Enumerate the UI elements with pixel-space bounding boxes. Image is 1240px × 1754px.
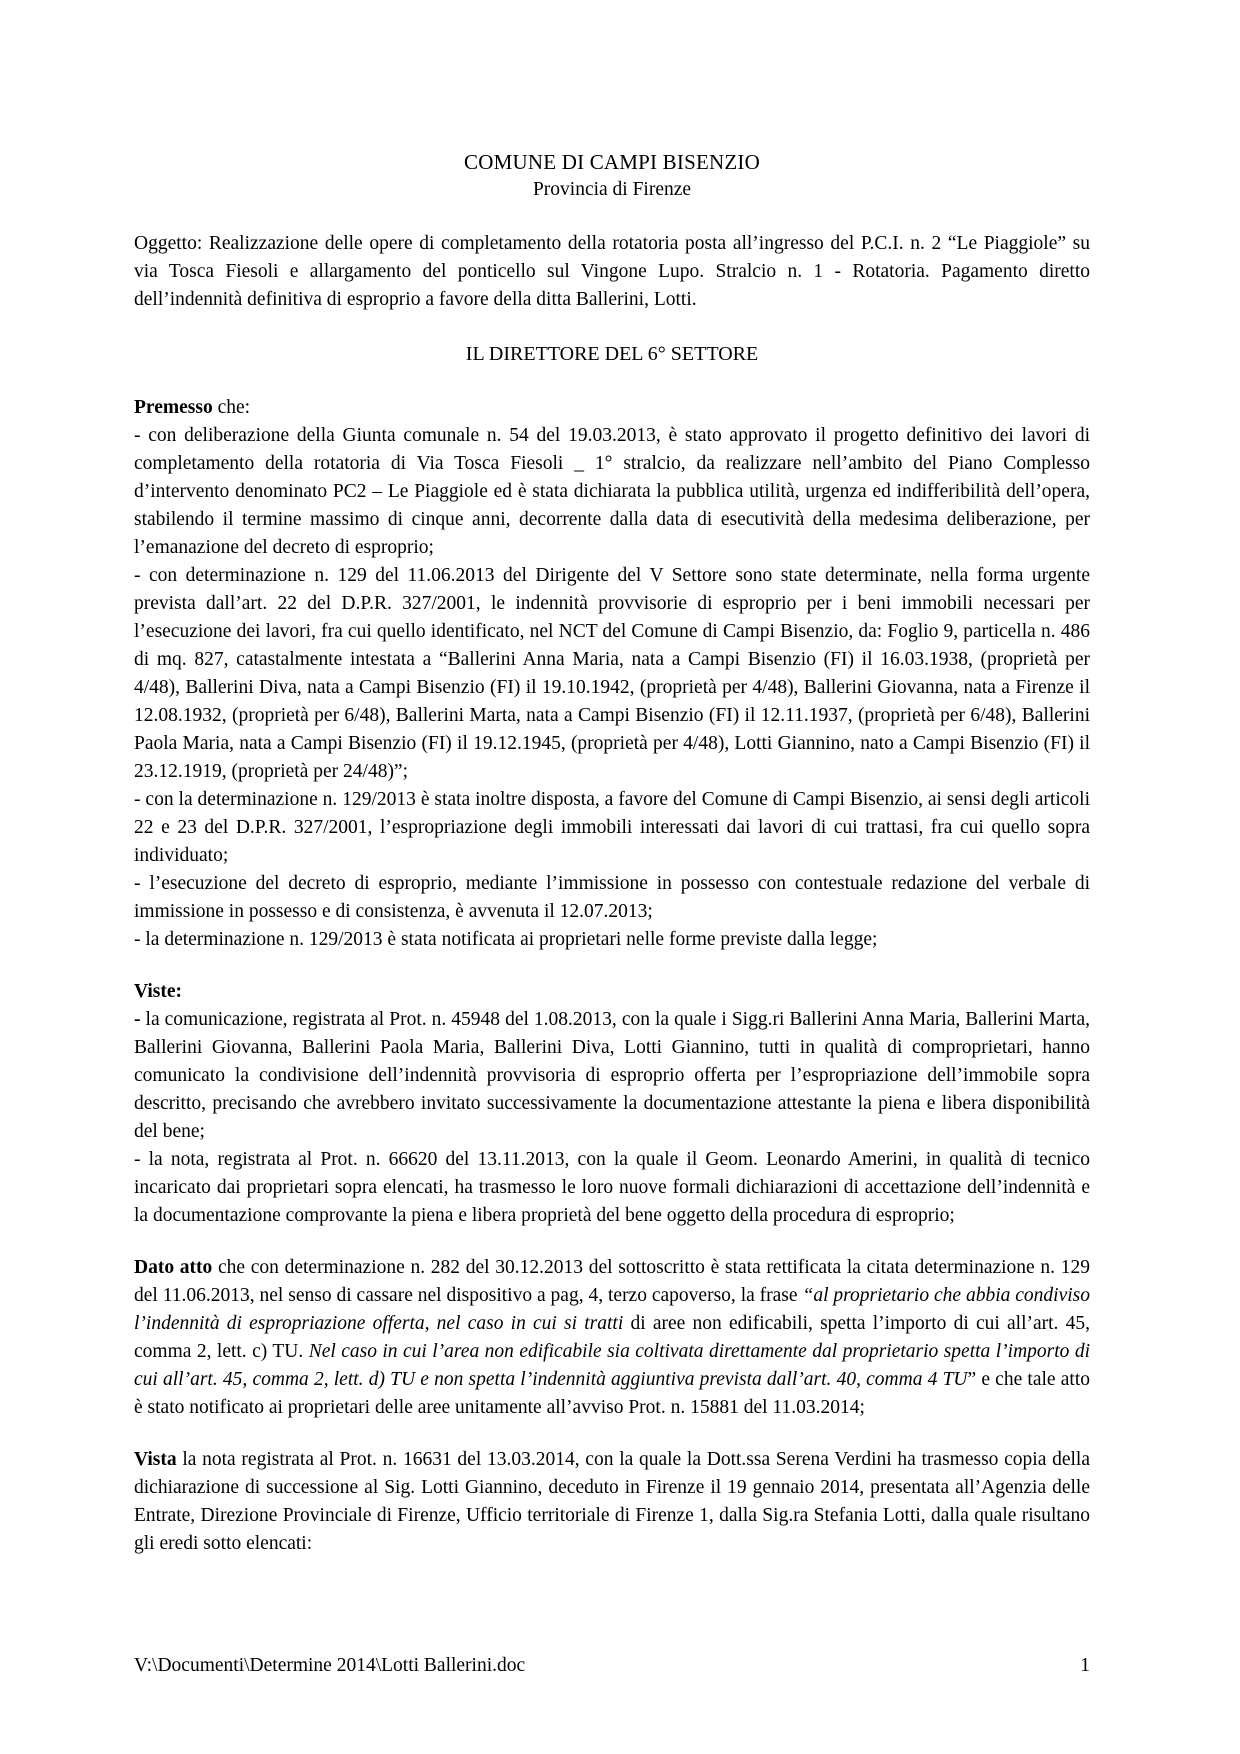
document-subtitle: Provincia di Firenze <box>532 179 692 200</box>
viste-item-1 <box>134 1006 1090 1146</box>
subject-paragraph <box>134 230 1090 314</box>
text-run: Dato atto <box>134 1257 213 1278</box>
text-run: ” e che tale atto è stato notificato ai proprietari delle aree unitamente all’avviso Prot. n. 15881 del 11.03.2014; <box>134 1369 1090 1418</box>
text-run: - la determinazione n. 129/2013 è stata notificata ai proprietari nelle forme previste dalla legge; <box>134 929 878 950</box>
premesso-lead <box>134 394 1090 422</box>
text-run: - l’esecuzione del decreto di esproprio, mediante l’immissione in possesso con contestuale redazione del verbale di immissione in possesso e di consistenza, è avvenuta il 12.07.2013; <box>134 873 1090 922</box>
text-run: Oggetto: Realizzazione delle opere di completamento della rotatoria posta all’ingresso del P.C.I. n. 2 “Le Piaggiole” su via Tosca Fiesoli e allargamento del ponticello sul Vingone Lupo. Stralcio n. 1 - Rotatoria. Pagamento diretto dell’indennità definitiva di esproprio a favore della ditta Ballerini, Lotti. <box>134 233 1090 310</box>
vista-paragraph <box>134 1446 1090 1558</box>
text-run: che con determinazione n. 282 del 30.12.2013 del sottoscritto è stata rettificata la citata determinazione n. 129 del 11.06.2013, nel senso di cassare nel dispositivo a pag, 4, terzo capoverso, la frase <box>134 1257 1090 1306</box>
text-run: la comunicazione, registrata al Prot. n. 45948 del 1.08.2013, con la quale i Sigg.ri Ballerini Anna Maria, Ballerini Marta, Ballerini Giovanna, Ballerini Paola Maria, Ballerini Diva, Lotti Giannino, tutti in qualità di comproprietari, hanno comunicato la condivisione dell’indennità provvisoria di esproprio offerta per l’espropriazione dell’immobile sopra descritto, precisando che avrebbero invitato successivamente la documentazione attestante la piena e libera disponibilità del bene; <box>134 1009 1090 1142</box>
footer-file-path: V:\Documenti\Determine 2014\Lotti Ballerini.doc <box>134 1655 526 1676</box>
premesso-item-4 <box>134 870 1090 926</box>
text-run: la nota registrata al Prot. n. 16631 del 13.03.2014, con la quale la Dott.ssa Serena Verdini ha trasmesso copia della dichiarazione di successione al Sig. Lotti Giannino, deceduto in Firenze il 19 gennaio 2014, presentata all’Agenzia delle Entrate, Direzione Provinciale di Firenze, Ufficio territoriale di Firenze 1, dalla Sig.ra Stefania Lotti, dalla quale risultano gli eredi sotto elencati: <box>134 1449 1090 1554</box>
page-footer <box>134 1652 1106 1680</box>
text-run: - la nota, registrata al Prot. n. 66620 del 13.11.2013, con la quale il Geom. Leonardo Amerini, in qualità di tecnico incaricato dai proprietari sopra elencati, ha trasmesso le loro nuove formali dichiarazioni di accettazione dell’indennità e la documentazione comprovante la piena e libera proprietà del bene oggetto della procedura di esproprio; <box>134 1149 1090 1226</box>
text-run: “al proprietario che abbia condiviso l’indennità di espropriazione offerta, nel caso in cui si tratti <box>134 1285 1091 1334</box>
premesso-item-1 <box>134 422 1090 562</box>
text-run: - con deliberazione della Giunta comunale n. 54 del 19.03.2013, è stato approvato il progetto definitivo dei lavori di completamento della rotatoria di Via Tosca Fiesoli _ 1° stralcio, da realizzare nell’ambito del Piano Complesso d’intervento denominato PC2 – Le Piaggiole ed è stata dichiarata la pubblica utilità, urgenza ed indifferibilità dell’opera, stabilendo il termine massimo di cinque anni, decorrente dalla data di esecutività della medesima deliberazione, per l’emanazione del decreto di esproprio; <box>134 425 1090 558</box>
text-run: di aree non edificabili, spetta l’importo di cui all’art. 45, comma 2, lett. c) TU. <box>134 1313 1090 1362</box>
text-run: Viste: <box>134 981 183 1002</box>
premesso-item-3 <box>134 786 1090 870</box>
dato-atto-paragraph <box>134 1254 1090 1422</box>
text-run: Nel caso in cui l’area non edificabile sia coltivata direttamente dal proprietario spetta l’importo di cui all’art. 45, comma 2, lett. d) TU e non spetta l’indennità aggiuntiva prevista dall’art. 40, comma 4 TU <box>134 1341 1091 1390</box>
document-title: COMUNE DI CAMPI BISENZIO <box>464 150 760 174</box>
text-run: - con determinazione n. 129 del 11.06.2013 del Dirigente del V Settore sono state determinate, nella forma urgente prevista dall’art. 22 del D.P.R. 327/2001, le indennità provvisorie di esproprio per i beni immobili necessari per l’esecuzione dei lavori, fra cui quello identificato, nel NCT del Comune di Campi Bisenzio, da: Foglio 9, particella n. 486 di mq. 827, catastalmente intestata a “Ballerini Anna Maria, nata a Campi Bisenzio (FI) il 16.03.1938, (proprietà per 4/48), Ballerini Diva, nata a Campi Bisenzio (FI) il 19.10.1942, (proprietà per 4/48), Ballerini Giovanna, nata a Firenze il 12.08.1932, (proprietà per 6/48), Ballerini Marta, nata a Campi Bisenzio (FI) il 12.11.1937, (proprietà per 6/48), Ballerini Paola Maria, nata a Campi Bisenzio (FI) il 19.12.1945, (proprietà per 4/48), Lotti Giannino, nato a Campi Bisenzio (FI) il 23.12.1919, (proprietà per 24/48)”; <box>134 565 1090 782</box>
text-run: che: <box>212 397 251 418</box>
text-run: - <box>134 1009 146 1030</box>
footer-page-number: 1 <box>1080 1655 1090 1676</box>
director-heading: IL DIRETTORE DEL 6° SETTORE <box>465 343 759 365</box>
premesso-item-5 <box>134 926 1090 954</box>
document-content <box>134 148 1090 1558</box>
viste-item-2 <box>134 1146 1090 1230</box>
text-run: Premesso <box>134 397 213 418</box>
text-run: - con la determinazione n. 129/2013 è stata inoltre disposta, a favore del Comune di Campi Bisenzio, ai sensi degli articoli 22 e 23 del D.P.R. 327/2001, l’espropriazione degli immobili interessati dai lavori di cui trattasi, fra cui quello sopra individuato; <box>134 789 1090 866</box>
text-run: Vista <box>134 1449 177 1470</box>
premesso-item-2 <box>134 562 1090 786</box>
viste-lead <box>134 978 1090 1006</box>
